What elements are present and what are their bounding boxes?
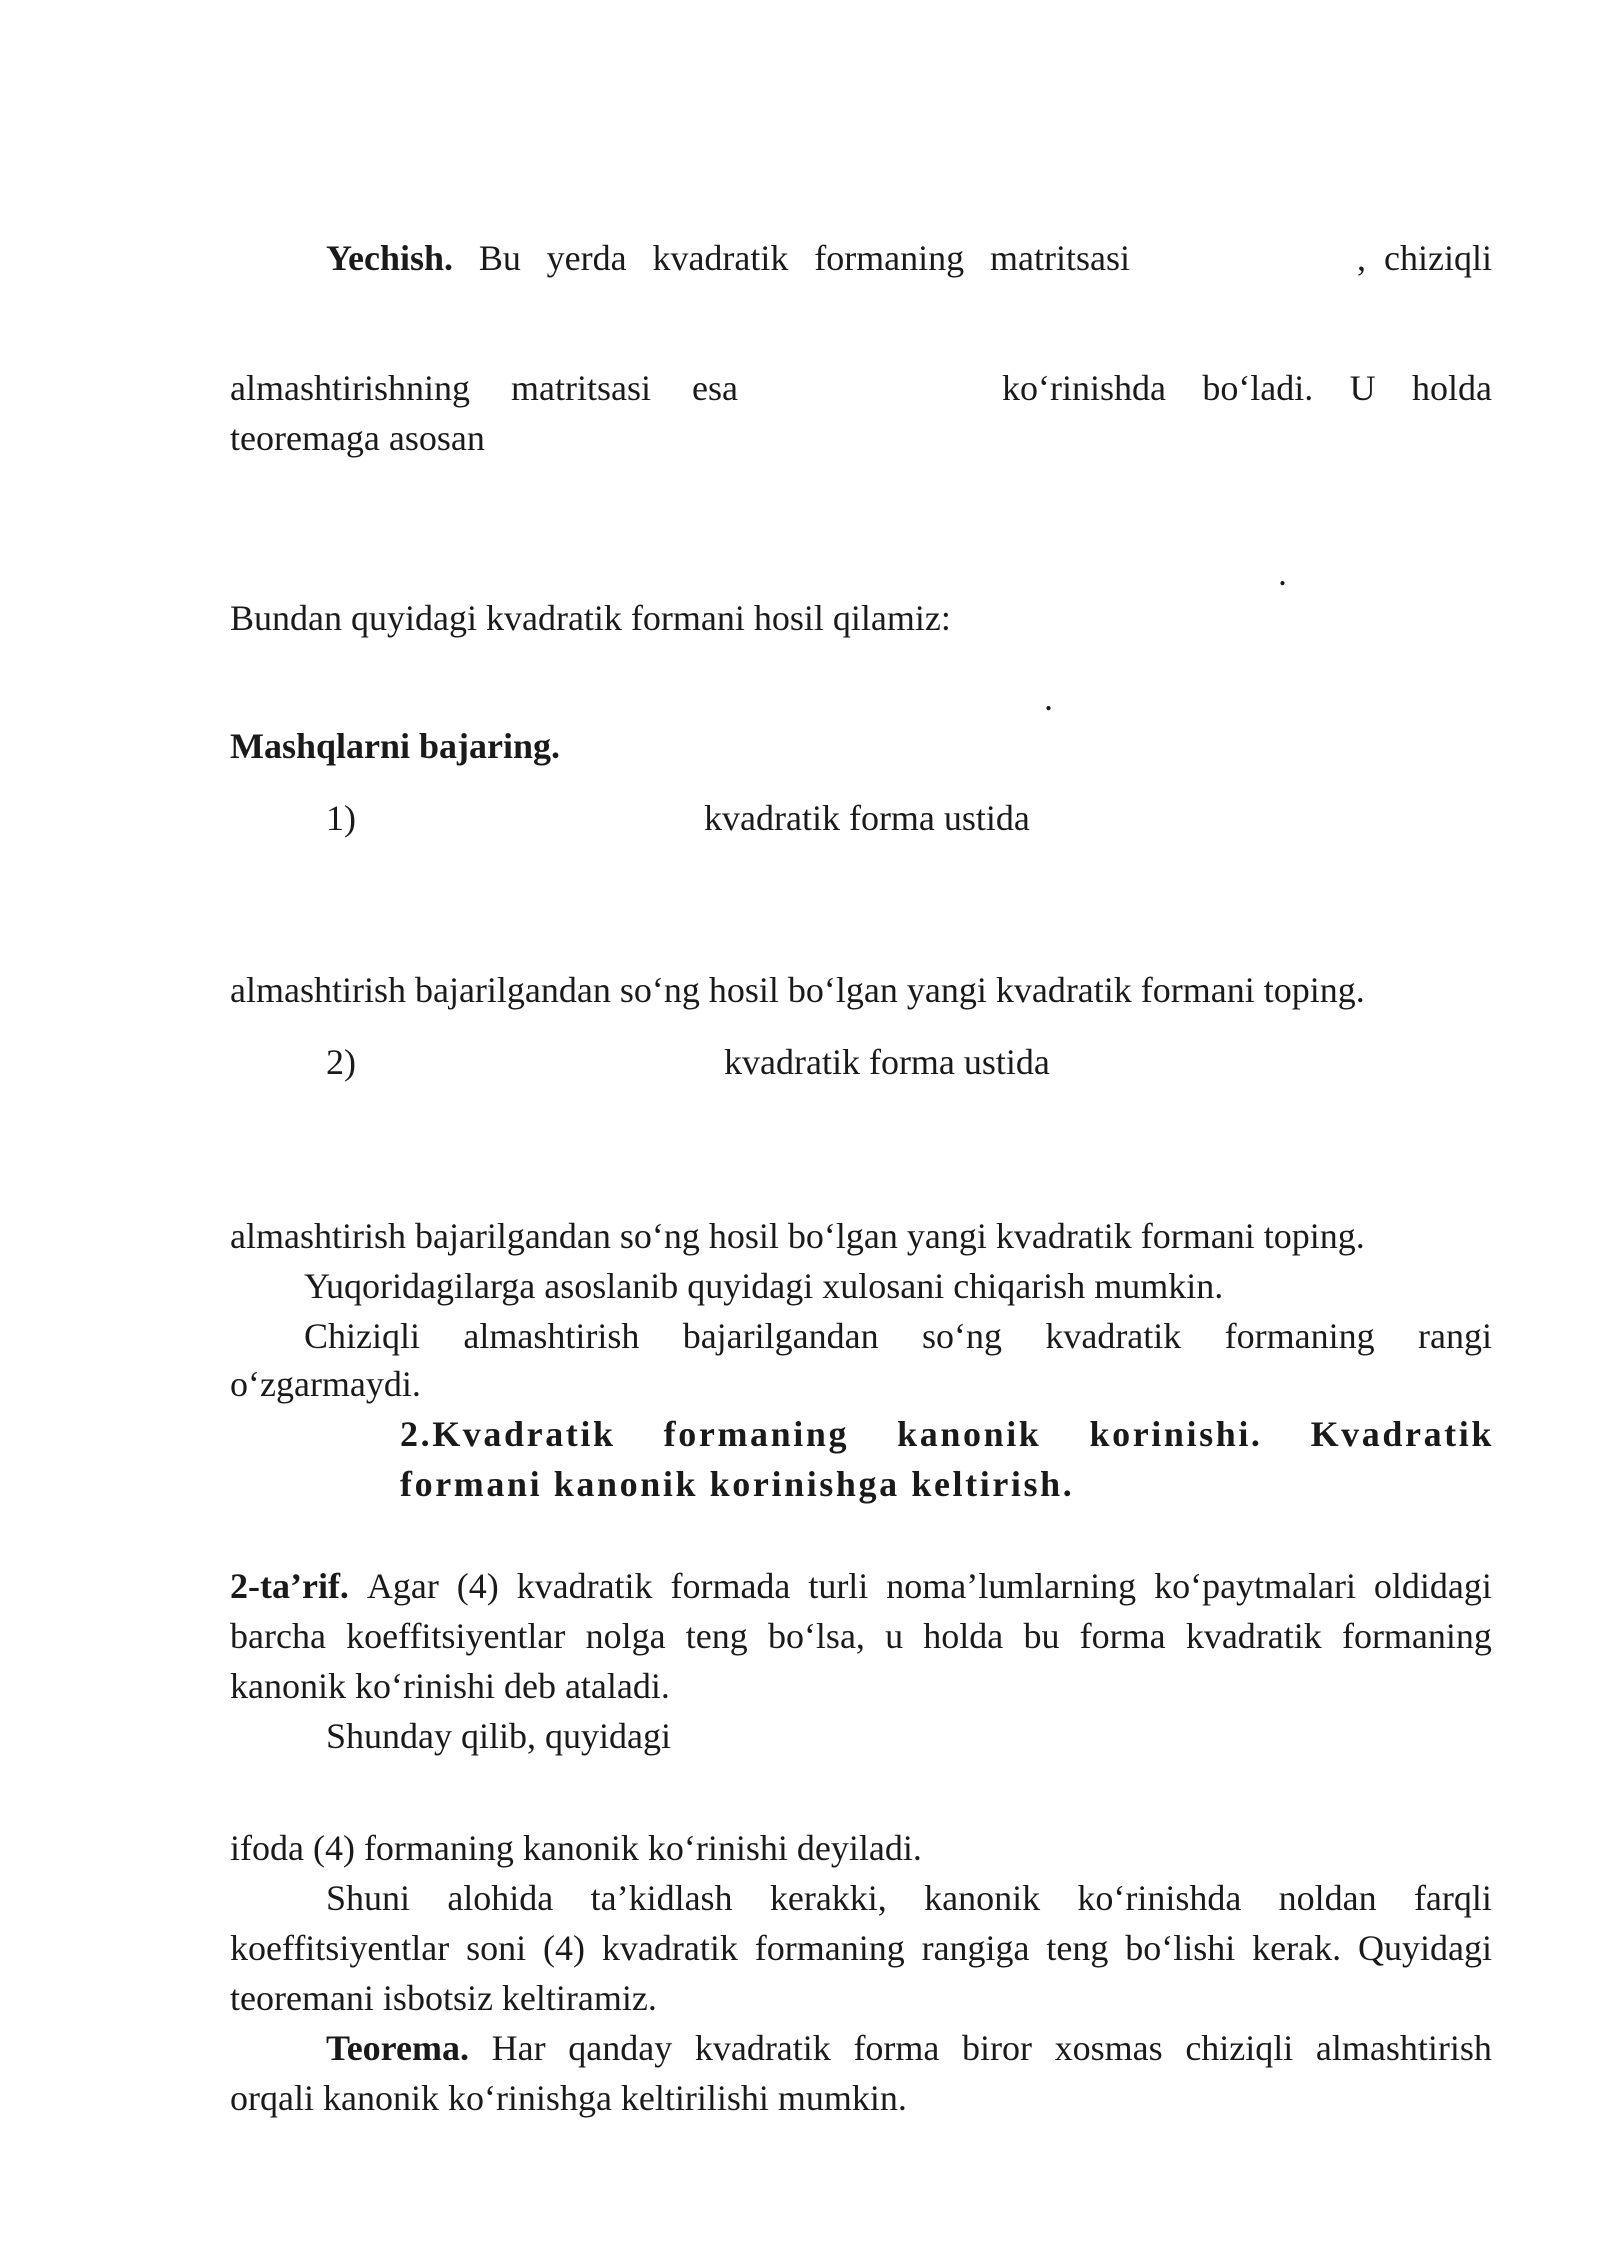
word: esa	[692, 368, 738, 408]
word: kanonik	[924, 1878, 1041, 1918]
word: formaning	[1341, 1616, 1492, 1656]
word: qanday	[568, 2028, 673, 2068]
solution-dot-1: .	[1278, 553, 1287, 593]
exercise-1-text: kvadratik forma ustida	[704, 798, 1030, 838]
word: rangiga	[921, 1928, 1030, 1968]
solution-dot-2: .	[1044, 678, 1053, 718]
solution-line-3: teoremaga asosan	[230, 418, 485, 458]
word: xosmas	[1054, 2028, 1163, 2068]
word: koeffitsiyentlar	[346, 1616, 566, 1656]
word: almashtirishning	[230, 368, 470, 408]
word: Bu	[478, 238, 521, 278]
word: Kvadratik	[1310, 1414, 1494, 1454]
word: oldidagi	[1373, 1566, 1492, 1606]
word: formaning	[663, 1414, 850, 1454]
word: soni	[466, 1928, 527, 1968]
word: Chiziqli	[304, 1316, 420, 1356]
word: koeffitsiyentlar	[230, 1928, 450, 1968]
word: kvadratik	[652, 238, 789, 278]
word: kvadratik	[516, 1566, 653, 1606]
word: formaning	[754, 1928, 905, 1968]
word: ta’kidlash	[590, 1878, 733, 1918]
word: Agar	[366, 1566, 439, 1606]
word: holda	[1411, 368, 1492, 408]
word: ko‘paytmalari	[1154, 1566, 1356, 1606]
word: matritsasi	[511, 368, 651, 408]
word: almashtirish	[1315, 2028, 1492, 2068]
exercises-heading: Mashqlarni bajaring.	[230, 726, 561, 766]
word: ko‘rinishda	[1077, 1878, 1242, 1918]
word: bajarilgandan	[682, 1316, 879, 1356]
solution-line-1-end: , chiziqli	[1357, 238, 1492, 278]
word: bo‘lsa,	[767, 1616, 865, 1656]
exercise-1-continuation: almashtirish bajarilgandan so‘ng hosil bo‘lgan yangi kvadratik formani toping.	[230, 970, 1365, 1010]
word: teng	[1046, 1928, 1109, 1968]
word: (4)	[543, 1928, 586, 1968]
word: alohida	[447, 1878, 554, 1918]
word: teng	[685, 1616, 748, 1656]
solution-label: Yechish.	[326, 238, 454, 278]
word: kvadratik	[694, 2028, 831, 2068]
definition-label: 2-ta’rif.	[230, 1566, 349, 1606]
definition-line-5: ifoda (4) formaning kanonik ko‘rinishi deyiladi.	[230, 1828, 922, 1868]
note-line-1	[326, 1880, 1492, 1916]
word: nolga	[585, 1616, 666, 1656]
exercise-2-continuation: almashtirish bajarilgandan so‘ng hosil bo‘lgan yangi kvadratik formani toping.	[230, 1216, 1365, 1256]
solution-line-4: Bundan quyidagi kvadratik formani hosil qilamiz:	[230, 598, 951, 638]
exercise-2-text: kvadratik forma ustida	[724, 1042, 1050, 1082]
word: so‘ng	[921, 1316, 1002, 1356]
word: kerak.	[1252, 1928, 1342, 1968]
word: kvadratik	[1045, 1316, 1182, 1356]
word: almashtirish	[463, 1316, 640, 1356]
word: u	[885, 1616, 904, 1656]
word: bo‘ladi.	[1202, 368, 1314, 408]
theorem-label: Teorema.	[326, 2028, 469, 2068]
conclusion-end: o‘zgarmaydi.	[230, 1364, 421, 1404]
word: formada	[670, 1566, 791, 1606]
word: forma	[853, 2028, 940, 2068]
word: forma	[1079, 1616, 1166, 1656]
definition-line-4: Shunday qilib, quyidagi	[326, 1716, 671, 1756]
word: Har	[491, 2028, 546, 2068]
word: 2.Kvadratik	[400, 1414, 616, 1454]
word: kvadratik	[601, 1928, 738, 1968]
conclusion-line	[304, 1318, 1492, 1354]
word: noldan	[1278, 1878, 1377, 1918]
word: formaning	[1224, 1316, 1375, 1356]
word: bo‘lishi	[1125, 1928, 1236, 1968]
word: ko‘rinishda	[1002, 368, 1166, 408]
word: farqli	[1413, 1878, 1492, 1918]
word: noma’lumlarning	[886, 1566, 1137, 1606]
word: Shuni	[326, 1878, 411, 1918]
word: barcha	[230, 1616, 326, 1656]
word: kanonik	[897, 1414, 1042, 1454]
word: Quyidagi	[1357, 1928, 1492, 1968]
conclusion-intro: Yuqoridagilarga asoslanib quyidagi xulosani chiqarish mumkin.	[304, 1266, 1224, 1306]
word: kerakki,	[769, 1878, 887, 1918]
theorem-line-1	[326, 2030, 1492, 2066]
solution-line-2-left	[230, 370, 738, 406]
word: bu	[1023, 1616, 1060, 1656]
word: matritsasi	[989, 238, 1130, 278]
word: (4)	[456, 1566, 499, 1606]
word: turli	[808, 1566, 869, 1606]
exercise-1-number: 1)	[326, 798, 356, 838]
solution-line-2-right	[1002, 370, 1492, 406]
definition-line-2	[230, 1618, 1492, 1654]
theorem-line-2: orqali kanonik ko‘rinishga keltirilishi mumkin.	[230, 2078, 907, 2118]
word: U	[1349, 368, 1376, 408]
exercise-2-number: 2)	[326, 1042, 356, 1082]
word: holda	[923, 1616, 1004, 1656]
word: biror	[962, 2028, 1033, 2068]
word: kvadratik	[1185, 1616, 1322, 1656]
definition-line-1	[230, 1568, 1492, 1604]
section-heading-line-1	[400, 1416, 1494, 1452]
word: formaning	[814, 238, 965, 278]
definition-line-3: kanonik ko‘rinishi deb ataladi.	[230, 1666, 670, 1706]
solution-line-1	[326, 240, 1130, 276]
word: yerda	[546, 238, 627, 278]
word: chiziqli	[1185, 2028, 1294, 2068]
word: rangi	[1417, 1316, 1492, 1356]
section-heading-line-2: formani kanonik korinishga keltirish.	[400, 1464, 1075, 1504]
note-line-2	[230, 1930, 1492, 1966]
word: korinishi.	[1089, 1414, 1263, 1454]
note-line-3: teoremani isbotsiz keltiramiz.	[230, 1978, 657, 2018]
